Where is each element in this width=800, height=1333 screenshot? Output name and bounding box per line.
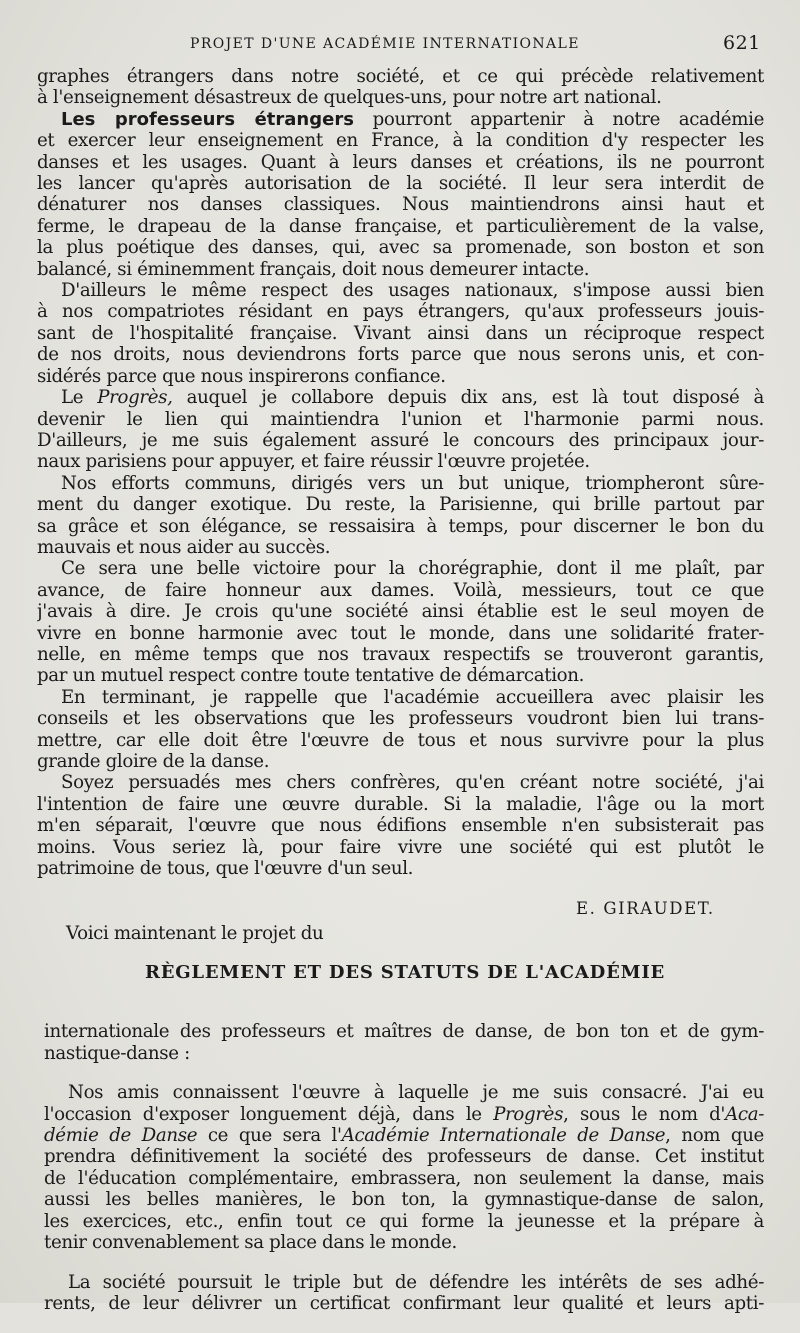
paragraph bbox=[44, 1272, 764, 1315]
text-run: auquel je collabore depuis dix ans, est là tout disposé à bbox=[172, 387, 764, 409]
text-line: grande gloire de la danse. bbox=[37, 751, 270, 772]
text-line: aussi les belles manières, le bon ton, la gymnastique-danse de salon, bbox=[44, 1189, 764, 1211]
text-line: sa grâce et son élégance, se ressaisira à temps, pour discerner le bon du bbox=[37, 515, 764, 537]
text-line bbox=[37, 387, 764, 408]
text-line: Soyez persuadés mes chers confrères, qu'en créant notre société, j'ai bbox=[61, 772, 764, 794]
text-line: les lancer qu'après autorisation de la société. Il leur sera interdit de bbox=[37, 173, 764, 195]
bold-lead-text: Les professeurs étrangers bbox=[61, 108, 354, 130]
text-line: de l'éducation complémentaire, embrassera, non seulement la danse, mais bbox=[44, 1167, 764, 1189]
text-line: ferme, le drapeau de la danse française, et particulièrement de la valse, bbox=[37, 215, 764, 237]
text-line: sant de l'hospitalité française. Vivant ainsi dans un réciproque respect bbox=[37, 322, 764, 344]
text-line: vivre en bonne harmonie avec tout le monde, dans une solidarité frater- bbox=[37, 622, 764, 644]
text-line: La société poursuit le triple but de défendre les intérêts de ses adhé- bbox=[68, 1271, 764, 1293]
text-run: l'occasion d'exposer longuement déjà, dans le bbox=[44, 1103, 494, 1125]
text-line: à nos compatriotes résidant en pays étrangers, qu'aux professeurs jouis- bbox=[37, 301, 764, 323]
text-line: j'avais à dire. Je crois qu'une société ainsi établie est le seul moyen de bbox=[37, 601, 764, 623]
text-line: patrimoine de tous, que l'œuvre d'un seul. bbox=[37, 858, 414, 880]
paragraph bbox=[37, 772, 764, 879]
text-line: balancé, si éminemment français, doit nous demeurer intacte. bbox=[37, 258, 590, 280]
text-line: graphes étrangers dans notre société, et ce qui précède relativement bbox=[37, 66, 764, 87]
text-line: danses et les usages. Quant à leurs danses et créations, ils ne pourront bbox=[37, 151, 764, 173]
text-line bbox=[37, 109, 764, 130]
text-line: internationale des professeurs et maîtres de danse, de bon ton et de gym- bbox=[44, 1021, 764, 1043]
section-title: RÈGLEMENT ET DES STATUTS DE L'ACADÉMIE bbox=[144, 962, 666, 983]
text-run: , sous le nom d' bbox=[563, 1103, 726, 1125]
paragraph bbox=[44, 1021, 764, 1064]
italic-title: Aca- bbox=[725, 1103, 764, 1125]
text-line: moins. Vous seriez là, pour faire vivre une société qui est plutôt le bbox=[37, 836, 764, 858]
text-run: Le bbox=[61, 387, 98, 409]
text-line: m'en séparait, l'œuvre que nous édifions ensemble n'en subsisterait pas bbox=[37, 815, 764, 837]
italic-title: Progrès, bbox=[97, 387, 173, 409]
main-text bbox=[37, 66, 764, 879]
text-line: et exercer leur enseignement en France, à la condition d'y respecter les bbox=[37, 130, 764, 152]
text-line: nastique-danse : bbox=[44, 1042, 190, 1064]
text-line: avance, de faire honneur aux dames. Voilà, messieurs, tout ce que bbox=[37, 579, 764, 601]
text-line: tenir convenablement sa place dans le monde. bbox=[44, 1232, 457, 1254]
paragraph bbox=[37, 280, 764, 387]
paragraph bbox=[37, 558, 764, 686]
paragraph bbox=[37, 687, 764, 773]
text-line: prendra définitivement la société des professeurs de danse. Cet institut bbox=[44, 1146, 764, 1168]
italic-title: Académie Internationale de Danse bbox=[341, 1125, 666, 1146]
italic-title: démie de Danse bbox=[44, 1125, 198, 1146]
text-line: En terminant, je rappelle que l'académie accueillera avec plaisir les bbox=[61, 686, 764, 708]
italic-title: Progrès bbox=[493, 1103, 564, 1125]
section-text bbox=[44, 1003, 764, 1333]
text-line: à l'enseignement désastreux de quelques-uns, pour notre art national. bbox=[37, 87, 662, 109]
text-line: la plus poétique des danses, qui, avec sa promenade, son boston et son bbox=[37, 237, 764, 259]
text-line: de nos droits, nous deviendrons forts parce que nous serons unis, et con- bbox=[37, 344, 764, 366]
text-line: l'intention de faire une œuvre durable. Si la maladie, l'âge ou la mort bbox=[37, 793, 764, 815]
paragraph bbox=[37, 387, 764, 473]
text-line: conseils et les observations que les professeurs voudront bien lui trans- bbox=[37, 708, 764, 730]
text-line: Nos efforts communs, dirigés vers un but unique, triompheront sûre- bbox=[61, 472, 764, 494]
text-line: Nos amis connaissent l'œuvre à laquelle je me suis consacré. J'ai eu bbox=[68, 1082, 764, 1104]
text-line bbox=[44, 1104, 764, 1125]
text-line: mauvais et nous aider au succès. bbox=[37, 536, 331, 558]
text-line: sidérés parce que nous inspirerons confiance. bbox=[37, 365, 446, 387]
text-line: D'ailleurs, je me suis également assuré le concours des principaux jour- bbox=[37, 429, 764, 451]
paragraph bbox=[37, 66, 764, 109]
text-line: dénaturer nos danses classiques. Nous maintiendrons ainsi haut et bbox=[37, 194, 764, 216]
running-title: PROJET D'UNE ACADÉMIE INTERNATIONALE bbox=[190, 36, 580, 52]
text-line: mettre, car elle doit être l'œuvre de tous et nous survivre pour la plus bbox=[37, 729, 764, 751]
intro-line: Voici maintenant le projet du bbox=[66, 923, 324, 944]
text-run: pourront appartenir à notre académie bbox=[353, 108, 764, 130]
paragraph bbox=[44, 1082, 764, 1253]
text-line: nelle, en même temps que nos travaux respectifs se trouveront garantis, bbox=[37, 643, 764, 665]
text-line: naux parisiens pour appuyer, et faire réussir l'œuvre projetée. bbox=[37, 451, 590, 473]
page-number: 621 bbox=[723, 32, 761, 54]
text-line: Ce sera une belle victoire pour la chorégraphie, dont il me plaît, par bbox=[61, 558, 764, 580]
text-line: D'ailleurs le même respect des usages nationaux, s'impose aussi bien bbox=[61, 280, 764, 302]
text-line: les exercices, etc., enfin tout ce qui forme la jeunesse et la prépare à bbox=[44, 1210, 764, 1232]
paragraph bbox=[37, 109, 764, 280]
text-run: ce que sera l' bbox=[197, 1125, 342, 1146]
text-line: par un mutuel respect contre toute tentative de démarcation. bbox=[37, 665, 585, 687]
page-header bbox=[0, 30, 800, 60]
text-line bbox=[44, 1125, 764, 1146]
paragraph bbox=[37, 473, 764, 559]
signature: E. GIRAUDET. bbox=[576, 899, 715, 918]
text-line: rents, de leur délivrer un certificat confirmant leur qualité et leurs apti- bbox=[44, 1293, 764, 1315]
text-line: devenir le lien qui maintiendra l'union et l'harmonie parmi nous. bbox=[37, 408, 764, 430]
text-run: , nom que bbox=[665, 1125, 764, 1146]
text-line: ment du danger exotique. Du reste, la Parisienne, qui brille partout par bbox=[37, 494, 764, 516]
